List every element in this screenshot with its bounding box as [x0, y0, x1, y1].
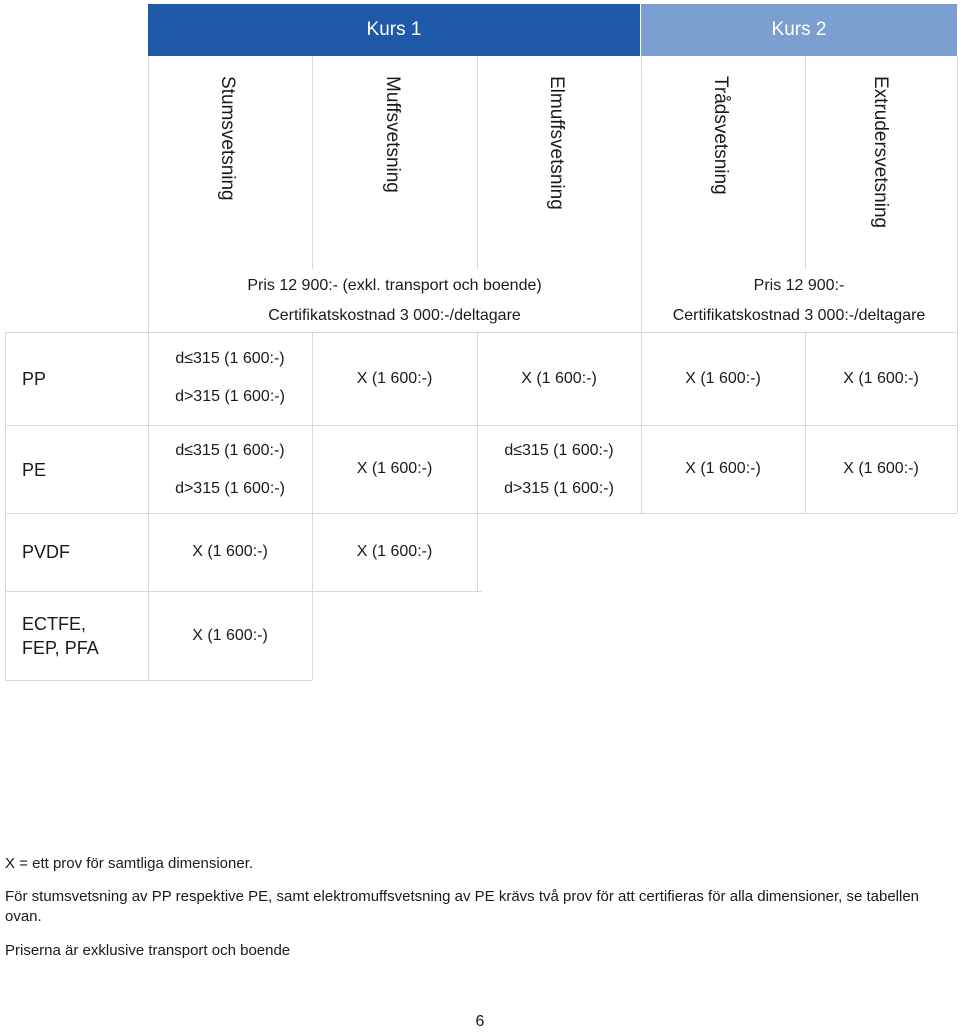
pvdf-muffsvetsning-cell: X (1 600:-): [356, 543, 433, 560]
pp-elmuffsvetsning-cell: X (1 600:-): [521, 370, 597, 387]
pe-elmuffsvetsning-cell: [477, 432, 641, 508]
pvdf-stumsvetsning-cell: X (1 600:-): [192, 543, 268, 560]
column-header-tradsvetsning: Trådsvetsning: [710, 76, 731, 195]
divider: [5, 591, 482, 592]
divider: [477, 56, 478, 269]
pp-stumsvetsning-cell: [148, 340, 312, 416]
pp-stum-small: d≤315 (1 600:-): [175, 350, 285, 367]
kurs2-price: [641, 271, 957, 331]
footnote-x-definition: X = ett prov för samtliga dimensioner.: [5, 855, 254, 872]
pp-tradsvetsning-cell: X (1 600:-): [685, 370, 761, 387]
divider: [312, 56, 313, 269]
pp-extrudersvetsning-cell: X (1 600:-): [843, 370, 919, 387]
pe-stumsvetsning-cell: [148, 432, 312, 508]
row-label-ectfe-line1: ECTFE,: [22, 614, 87, 634]
divider: [5, 680, 312, 681]
kurs2-header: [641, 4, 957, 56]
pp-stum-large: d>315 (1 600:-): [175, 388, 285, 405]
kurs2-price-line2: Certifikatskostnad 3 000:-/deltagare: [672, 307, 926, 324]
column-header-muffsvetsning: Muffsvetsning: [382, 76, 403, 193]
divider: [957, 56, 958, 269]
pe-muffsvetsning-cell: X (1 600:-): [356, 460, 433, 477]
pe-elmuff-small: d≤315 (1 600:-): [504, 442, 614, 459]
row-label-pp: PP: [22, 369, 47, 389]
column-header-elmuffsvetsning: Elmuffsvetsning: [546, 76, 567, 210]
row-label-ectfe: [22, 612, 99, 660]
column-header-extrudersvetsning: Extrudersvetsning: [870, 76, 891, 229]
pe-stum-large: d>315 (1 600:-): [175, 480, 285, 497]
divider: [957, 332, 958, 513]
row-label-ectfe-line2: FEP, PFA: [22, 638, 99, 658]
kurs2-label: Kurs 2: [771, 19, 827, 40]
row-label-pe: PE: [22, 460, 47, 480]
kurs1-price-line1: Pris 12 900:- (exkl. transport och boende): [247, 277, 542, 294]
divider: [957, 269, 958, 332]
divider: [148, 56, 149, 269]
divider: [805, 56, 806, 269]
pe-stum-small: d≤315 (1 600:-): [175, 442, 285, 459]
divider: [5, 332, 6, 680]
footnote-two-tests: För stumsvetsning av PP respektive PE, samt elektromuffsvetsning av PE krävs två prov för att certifieras för alla dimensioner, se tabellen ovan.: [5, 888, 920, 925]
pp-muffsvetsning-cell: X (1 600:-): [356, 370, 433, 387]
kurs1-label: Kurs 1: [366, 19, 422, 40]
pe-tradsvetsning-cell: X (1 600:-): [685, 460, 761, 477]
divider: [641, 56, 642, 269]
pe-elmuff-large: d>315 (1 600:-): [504, 480, 614, 497]
row-label-pvdf: PVDF: [22, 542, 71, 562]
kurs1-header: [148, 4, 640, 56]
kurs2-price-line1: Pris 12 900:-: [753, 277, 845, 294]
kurs1-price: [148, 271, 641, 331]
column-header-stumsvetsning: Stumsvetsning: [217, 76, 238, 201]
footnote-prices: Priserna är exklusive transport och boende: [5, 942, 291, 959]
pe-extrudersvetsning-cell: X (1 600:-): [843, 460, 919, 477]
kurs1-price-line2: Certifikatskostnad 3 000:-/deltagare: [268, 307, 521, 324]
ectfe-stumsvetsning-cell: X (1 600:-): [192, 627, 268, 644]
page-number: 6: [475, 1013, 485, 1030]
